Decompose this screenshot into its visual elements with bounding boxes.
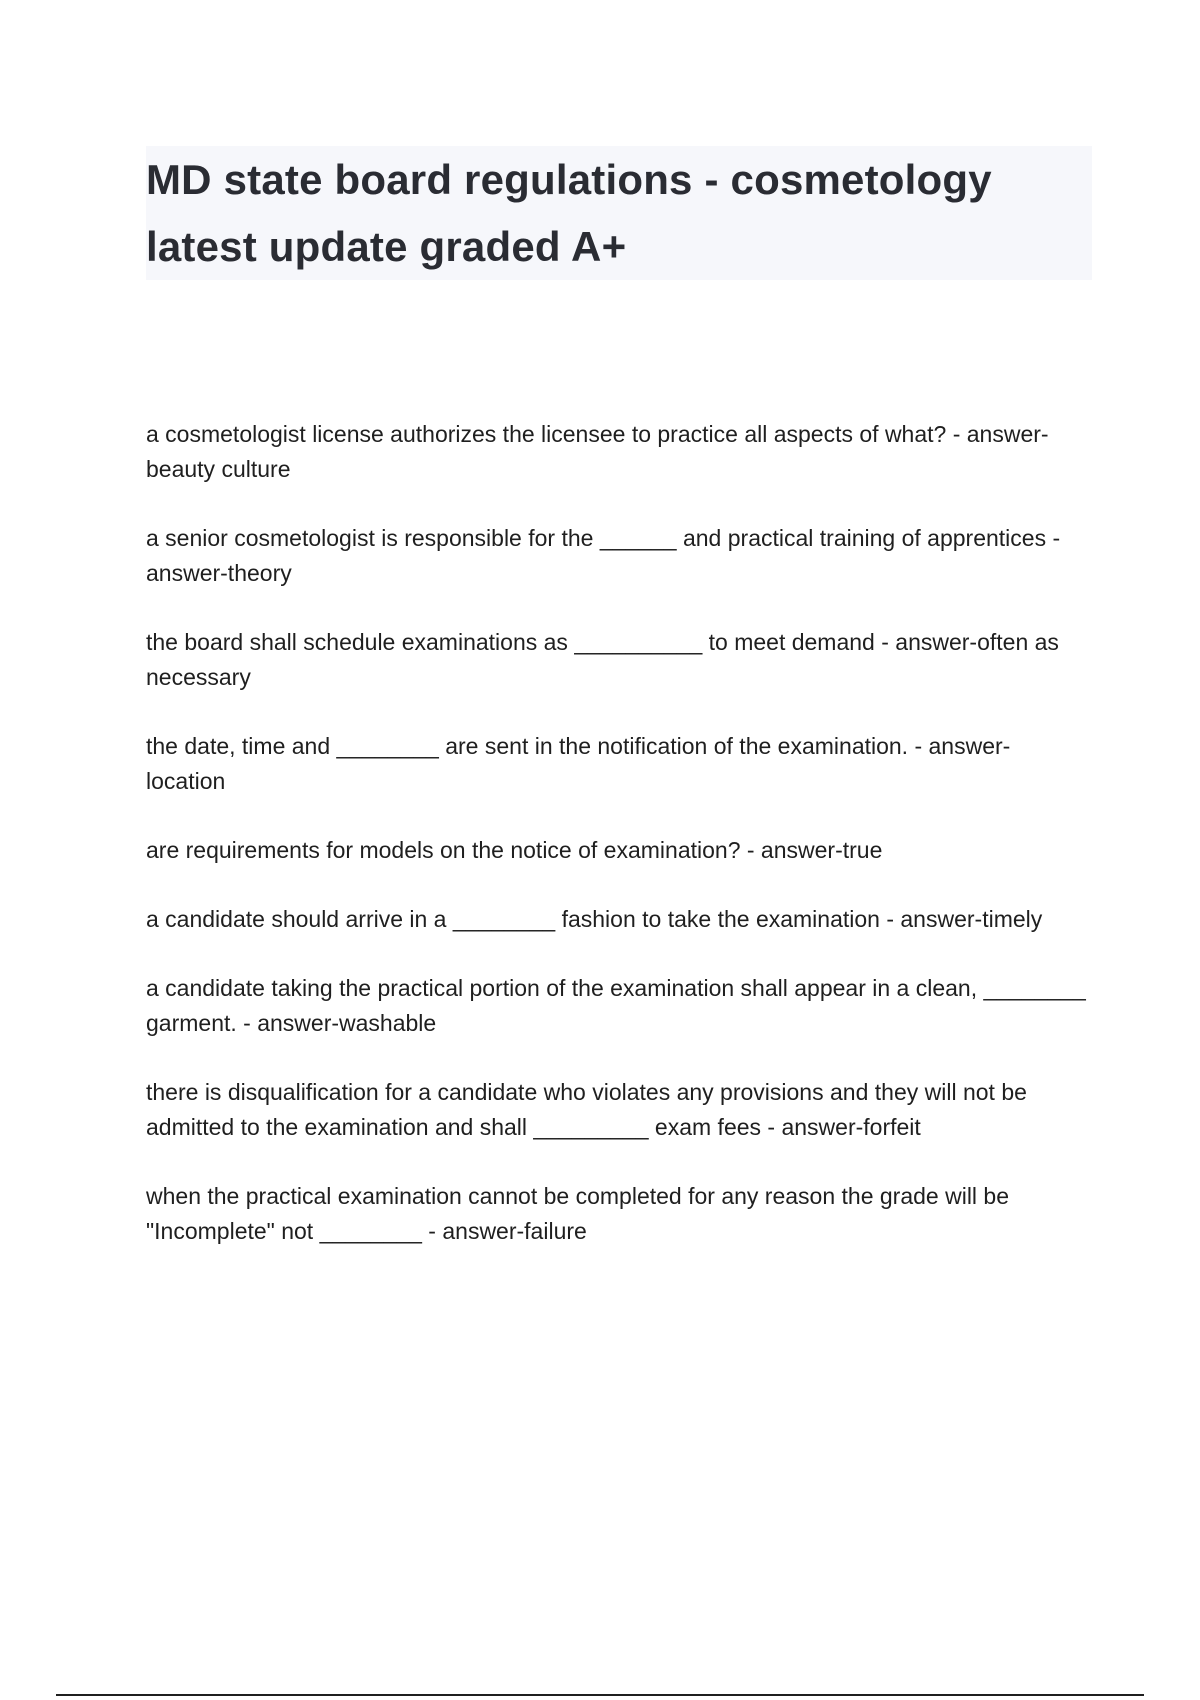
qa-item: a senior cosmetologist is responsible for the ______ and practical training of apprentices - answer-theory (146, 525, 1067, 586)
qa-item: the date, time and ________ are sent in the notification of the examination. - answer-location (146, 733, 1011, 794)
document-title-block (146, 146, 1092, 280)
qa-item: when the practical examination cannot be completed for any reason the grade will be "Incomplete" not ________ - answer-failure (146, 1183, 1016, 1244)
qa-item: the board shall schedule examinations as __________ to meet demand - answer-often as necessary (146, 629, 1066, 690)
qa-item: a candidate taking the practical portion of the examination shall appear in a clean, ________ garment. - answer-washable (146, 975, 1093, 1036)
qa-item: are requirements for models on the notice of examination? - answer-true (146, 837, 883, 863)
qa-item: a candidate should arrive in a ________ fashion to take the examination - answer-timely (146, 906, 1043, 932)
qa-item: there is disqualification for a candidate who violates any provisions and they will not be admitted to the examination and shall _________ exam fees - answer-forfeit (146, 1079, 1034, 1140)
qa-list (146, 417, 1093, 1283)
footer-divider (56, 1694, 1144, 1696)
document-title: MD state board regulations - cosmetology latest update graded A+ (146, 156, 992, 270)
qa-item: a cosmetologist license authorizes the licensee to practice all aspects of what? - answer-beauty culture (146, 421, 1049, 482)
